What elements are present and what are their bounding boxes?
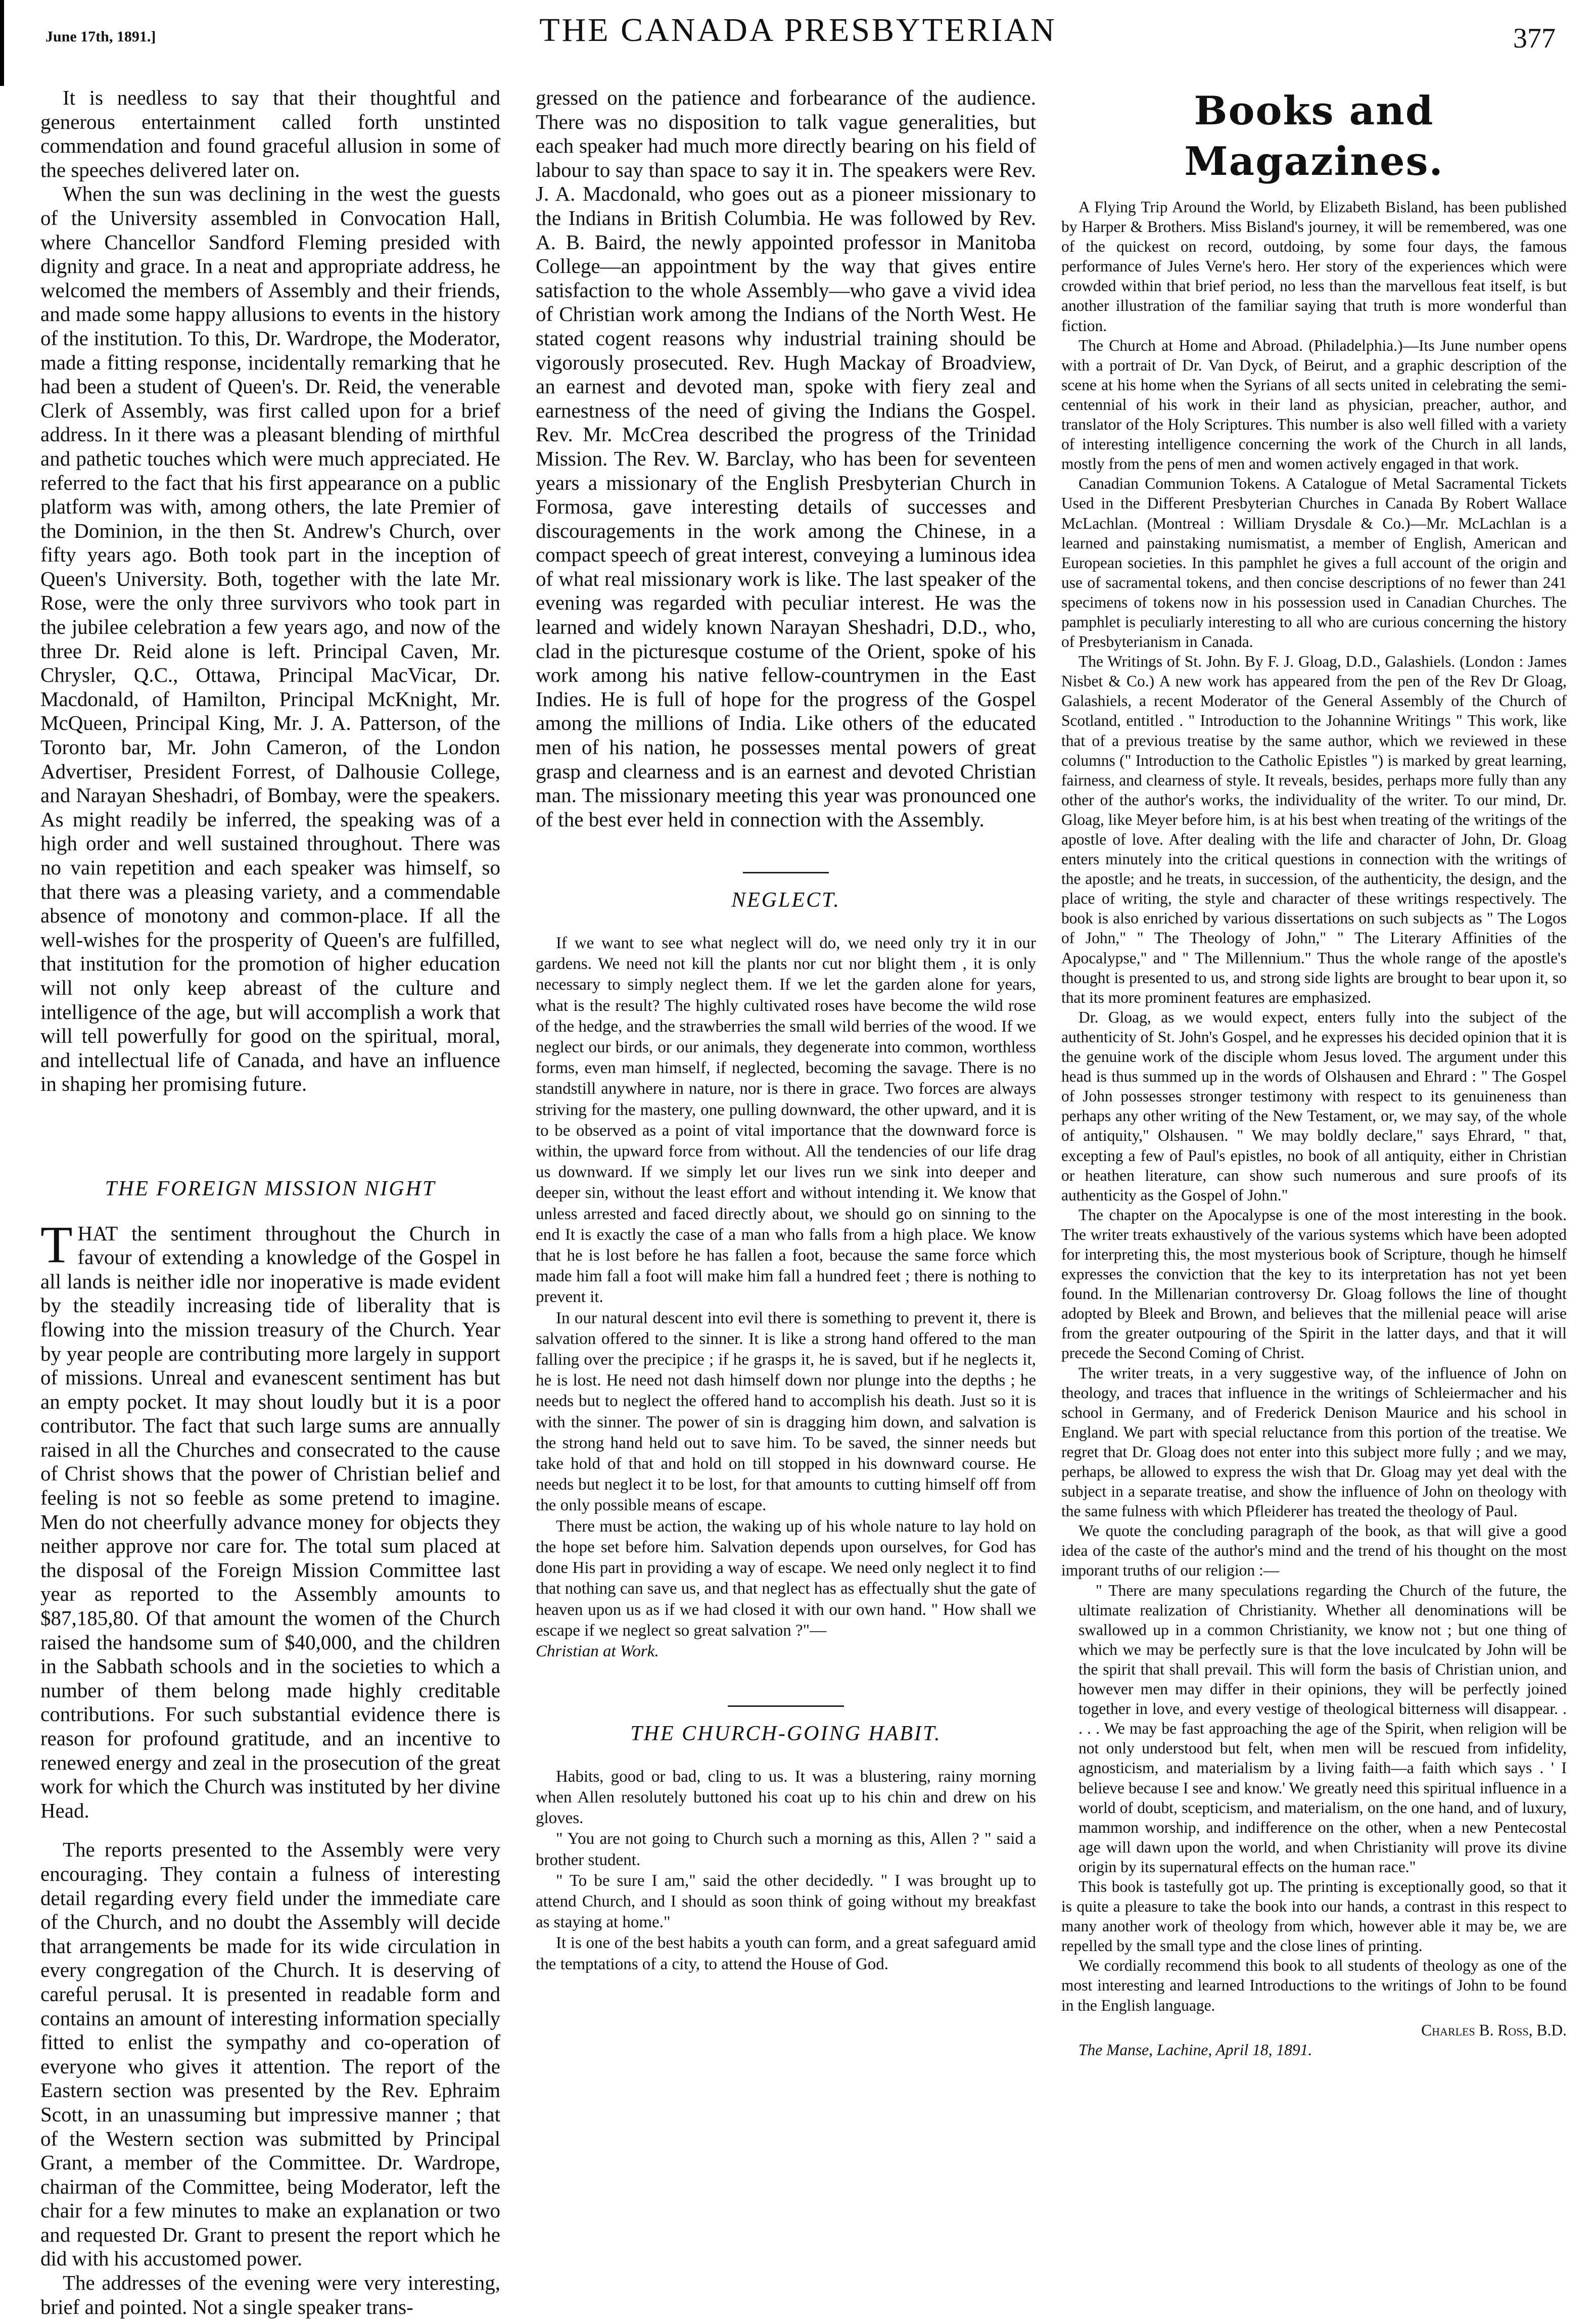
reviewer-signature: Charles B. Ross, B.D. (1421, 2021, 1567, 2039)
page-edge-bar (0, 0, 4, 86)
book-quotation: " There are many speculations regarding the Church of the future, the ultimate realization of Christianity. Whether all denominations will be swallowed up in a common Christianity, we know not ; but one thing of which we may be perfectly sure is that the love inculcated by John will be the spirit that shall prevail. This will form the basis of Christian union, and however men may differ in their opinions, they will be perfectly joined together in love, and every vestige of theological bitterness will disappear. . . . . We may be fast approaching the age of the Spirit, when religion will be not only understood but felt, when men will be rescued from infidelity, agnosticism, and materialism by a living faith—a faith which says . ' I believe because I see and know.' We greatly need this spiritual influence in a world of doubt, scepticism, and materialism, on the one hand, and of luxury, mammon worship, and indifference on the other, when a new Pentecostal age will dawn upon the world, and when Christianity will prove its divine origin by its supernatural effects on the human race." (1078, 1581, 1567, 1876)
review-paragraph: The writer treats, in a very suggestive way, of the influence of John on theology, and traces that influence in the writings of Schleiermacher and his school in Germany, and of Frederick Denison Maurice and his school in England. We part with special reluctance from this portion of the treatise. We regret that Dr. Gloag does not enter into this subject more fully ; and we may, perhaps, be allowed to express the wish that Dr. Gloag may yet deal with the subject in a separate treatise, and show the influence of John on theology with the same fulness with which Pfleiderer has treated the theology of Paul. (1061, 1364, 1567, 1520)
neglect-paragraph: There must be action, the waking up of his whole nature to lay hold on the hope set before him. Salvation depends upon ourselves, for God has done His part in providing a way of escape. We need only neglect it to find that nothing can save us, and that neglect has as effectually shut the gate of heaven upon us as if we had closed it with our own hand. " How shall we escape if we neglect so great salvation ?"— (536, 1517, 1036, 1640)
spacer (536, 831, 1036, 872)
foreign-mission-lead-paragraph (40, 1215, 500, 1823)
column-1 (40, 86, 500, 2319)
neglect-attribution: Christian at Work. (536, 1642, 659, 1660)
review-paragraph: The Church at Home and Abroad. (Philadelphia.)—Its June number opens with a portrait of Dr. Van Dyck, of Beirut, and a graphic description of the scene at his home when the Syrians of all sects united in celebrating the semi-centennial of his work in their land as physician, preacher, author, and translator of the Holy Scriptures. This number is also well filled with a variety of interesting intelligence concerning the work of the Church in all lands, mostly from the pens of men and women actively engaged in that work. (1061, 336, 1567, 473)
review-paragraph: Dr. Gloag, as we would expect, enters fully into the subject of the authenticity of St. John's Gospel, and he expresses his decided opinion that it is the genuine work of the disciple whom Jesus loved. The argument under this head is thus summed up in the words of Olshausen and Ehrard : " The Gospel of John possesses stronger testimony with respect to its genuineness than perhaps any other writing of the New Testament, or, we may say, of the whole of antiquity," Olshausen. " We may boldly declare," says Ehrard, " that, excepting a few of Paul's epistles, no book of all antiquity, either in Christian or heathen literature, can show such numerous and sure proofs of its authenticity as the Gospel of John." (1061, 1008, 1567, 1204)
spacer (536, 1662, 1036, 1702)
spacer (40, 1096, 500, 1172)
col1-paragraph: The addresses of the evening were very interesting, brief and pointed. Not a single speaker trans- (40, 2271, 500, 2318)
section-divider-rule (728, 1705, 844, 1707)
habit-paragraph: It is one of the best habits a youth can form, and a great safeguard amid the temptations of a city, to attend the House of God. (536, 1934, 1036, 1973)
church-going-habit-title: THE CHURCH-GOING HABIT. (630, 1722, 942, 1746)
header-date: June 17th, 1891.] (45, 28, 156, 45)
signature-place-date: The Manse, Lachine, April 18, 1891. (1078, 2040, 1312, 2059)
review-paragraph: We quote the concluding paragraph of the book, as that will give a good idea of the caste of the author's mind and the trend of his thought on the most imporant truths of our religion :— (1061, 1522, 1567, 1580)
books-and-magazines-heading: Books and Magazines. (1184, 88, 1444, 184)
section-divider-rule (743, 872, 829, 873)
habit-paragraph: " You are not going to Church such a morning as this, Allen ? " said a brother student. (536, 1830, 1036, 1869)
column-2 (536, 86, 1036, 1975)
masthead-title: THE CANADA PRESBYTERIAN (539, 12, 1057, 49)
spacer (40, 1823, 500, 1838)
column-3 (1061, 86, 1567, 2060)
lead-paragraph-text: HAT the sentiment throughout the Church in favour of extending a knowledge of the Gospel in all lands is neither idle nor inoperative is made evident by the steadily increasing tide of liberality that is flowing into the mission treasury of the Church. Year by year people are contributing more largely in support of missions. Unreal and evanescent sentiment has but an empty pocket. It may shout loudly but it is a poor contributor. The fact that such large sums are annually raised in all the Churches and consecrated to the cause of Christ shows that the power of Christian belief and feeling is not so feeble as some pretend to imagine. Men do not cheerfully advance money for objects they neither approve nor care for. The total sum placed at the disposal of the Foreign Mission Committee last year as reported to the Assembly amounts to $87,185,80. Of that amount the women of the Church raised the handsome sum of $40,000, and the children in the Sabbath schools and in the societies to which a number of them belong made highly creditable contributions. For such substantial evidence there is reason for profound gratitude, and an incentive to renewed energy and zeal in the prosecution of the great work for which the Church was instituted by her divine Head. (40, 1221, 500, 1822)
review-paragraph: This book is tastefully got up. The printing is exceptionally good, so that it is quite a pleasure to take the book into our hands, a contrast in this respect to many another work of theology from which, however able it may be, we are repelled by the small type and the close lines of printing. (1061, 1877, 1567, 1955)
review-paragraph: A Flying Trip Around the World, by Elizabeth Bisland, has been published by Harper & Brothers. Miss Bisland's journey, it will be remembered, was one of the quickest on record, outdoing, by some four days, the famous performance of Jules Verne's hero. Her story of the experiences which were crowded within that brief period, no less than the marvellous feat itself, is but another illustration of the familiar saying that truth is more wonderful than fiction. (1061, 198, 1567, 335)
habit-article (536, 1767, 1036, 1975)
page-header (30, 7, 1566, 63)
col1-paragraph: When the sun was declining in the west the guests of the University assembled in Convocation Hall, where Chancellor Sandford Fleming presided with dignity and grace. In a neat and appropriate address, he welcomed the members of Assembly and their friends, and made some happy allusions to events in the history of the institution. To this, Dr. Wardrope, the Moderator, made a fitting response, incidentally remarking that he had been a student of Queen's. Dr. Reid, the venerable Clerk of Assembly, was first called upon for a brief address. In it there was a pleasant blending of mirthful and pathetic touches which were much appreciated. He referred to the fact that his first appearance on a public platform was with, among others, the late Premier of the Dominion, in the then St. Andrew's Church, over fifty years ago. Both took part in the inception of Queen's University. Both, together with the late Mr. Rose, were the only three survivors who took part in the jubilee celebration a few years ago, and now of the three Dr. Reid alone is left. Principal Caven, Mr. Chrysler, Q.C., Ottawa, Principal MacVicar, Dr. Macdonald, of Hamilton, Principal McKnight, Mr. McQueen, Principal King, Mr. J. A. Patterson, of the Toronto bar, Mr. John Cameron, of the London Advertiser, President Forrest, of Dalhousie College, and Narayan Sheshadri, of Bombay, were the speakers. As might readily be inferred, the speaking was of a high order and well sustained throughout. There was no vain repetition and each speaker was himself, so that there was a pleasing variety, and a commendable absence of monotony and common-place. If all the well-wishes for the prosperity of Queen's are fulfilled, that institution for the promotion of higher education will not only keep abreast of the culture and intelligence of the age, but will accomplish a work that will tell powerfully for good on the spiritual, moral, and intellectual life of Canada, and have an influence in shaping her promising future. (40, 182, 500, 1096)
review-paragraph: We cordially recommend this book to all students of theology as one of the most interesting and learned Introductions to the writings of John to be found in the English language. (1061, 1957, 1567, 2014)
col1-paragraph: It is needless to say that their thoughtful and generous entertainment called forth unstinted commendation and found graceful allusion in some of the speeches delivered later on. (40, 86, 500, 181)
habit-paragraph: Habits, good or bad, cling to us. It was a blustering, rainy morning when Allen resolutely buttoned his coat up to his chin and drew on his gloves. (536, 1767, 1036, 1828)
neglect-paragraph: If we want to see what neglect will do, we need only try it in our gardens. We need not kill the plants nor cut nor blight them , it is only necessary to simply neglect them. If we let the garden alone for years, what is the result? The highly cultivated roses have become the wild rose of the hedge, and the strawberries the small wild berries of the wood. If we neglect our birds, or our animals, they degenerate into common, worthless forms, even man himself, if neglected, becoming the savage. There is no standstill anywhere in nature, nor is there in grace. Two forces are always striving for the mastery, one pulling downward, the other upward, and it is to be observed as a point of vital importance that the downward force is within, the upward force from without. All the tendencies of our life drag us downward. If we simply let our lives run we sink into deeper and deeper sin, without the least effort and without intending it. We know that unless arrested and faced directly about, we should go on sinning to the end It is exactly the case of a man who falls from a high place. We know that he is lost before he has fallen a foot, because the same force which made him fall a foot will make him fall a hundred feet ; there is nothing to prevent it. (536, 934, 1036, 1307)
review-paragraph: The chapter on the Apocalypse is one of the most interesting in the book. The writer treats exhaustively of the various systems which have been adopted for interpreting this, the most mysterious book of Scripture, though he himself expresses the conviction that the key to its interpretation has not yet been found. In the Millenarian controversy Dr. Gloag follows the line of thought adopted by Bleek and Brown, and believes that the millenial peace will arise from the greater outpouring of the Spirit in the latter days, and that it will precede the Second Coming of Christ. (1061, 1205, 1567, 1362)
review-paragraph: Canadian Communion Tokens. A Catalogue of Metal Sacramental Tickets Used in the Different Presbyterian Churches in Canada By Robert Wallace McLachlan. (Montreal : William Drysdale & Co.)—Mr. McLachlan is a learned and painstaking numismatist, a member of English, American and European societies. In this pamphlet he gives a full account of the origin and use of sacramental tokens, and then concise descriptions of no fewer than 241 specimens of tokens now in his possession used in Canadian Churches. The pamphlet is peculiarly interesting to all who are curious concerning the history of Presbyterianism in Canada. (1061, 475, 1567, 651)
col1-paragraph: The reports presented to the Assembly were very encouraging. They contain a fulness of interesting detail regarding every field under the immediate care of the Church, and no doubt the Assembly will decide that arrangements be made for its wide circulation in every congregation of the Church. It is deserving of careful perusal. It is presented in readable form and contains an amount of interesting information specially fitted to enlist the sympathy and co-operation of everyone who gives it attention. The report of the Eastern section was presented by the Rev. Ephraim Scott, in an unassuming but impressive manner ; that of the Western section was submitted by Principal Grant, a member of the Committee. Dr. Wardrope, chairman of the Committee, being Moderator, left the chair for a few minutes to make an explanation or two and requested Dr. Grant to present the report which he did with his accustomed power. (40, 1838, 500, 2270)
habit-paragraph: " To be sure I am," said the other decidedly. " I was brought up to attend Church, and I should as soon think of going without my breakfast as staying at home." (536, 1871, 1036, 1932)
neglect-paragraph: In our natural descent into evil there is something to prevent it, there is salvation offered to the sinner. It is like a strong hand offered to the man falling over the precipice ; if he grasps it, he is saved, but if he neglects it, he is lost. He need not dash himself down nor plunge into the depths ; he needs but to neglect the offered hand to accomplish his death. Just so it is with the sinner. The power of sin is dragging him down, and salvation is the strong hand held out to save him. To be saved, the sinner needs but take hold of that and hold on till stopped in his downward course. He needs but neglect it to be lost, for that amounts to cutting himself off from the only possible means of escape. (536, 1309, 1036, 1515)
neglect-section-title: NEGLECT. (731, 889, 840, 912)
drop-cap-letter: T (40, 1215, 73, 1274)
page-number: 377 (1513, 23, 1556, 54)
foreign-mission-section-title: THE FOREIGN MISSION NIGHT (105, 1177, 436, 1200)
review-paragraph: The Writings of St. John. By F. J. Gloag, D.D., Galashiels. (London : James Nisbet & Co.) A new work has appeared from the pen of the Rev Dr Gloag, Galashiels, a recent Moderator of the General Assembly of the Church of Scotland, entitled . " Introduction to the Johannine Writings " This work, like that of a previous treatise by the same author, which we reviewed in these columns (" Introduction to the Catholic Epistles ") is marked by great learning, fairness, and clearness of style. It reveals, besides, perhaps more fully than any other of the author's works, the individuality of the writer. To our mind, Dr. Gloag, like Meyer before him, is at his best when treating of the writings of the apostle of love. After dealing with the life and character of John, Dr. Gloag enters minutely into the critical questions in connection with the writings of the apostle; and he treats, in succession, of the authenticity, the design, and the place of writing, the style and character of these writings respectively. The book is also enriched by various dissertations on such subjects as " The Logos of John," " The Theology of John," " The Literary Affinities of the Apocalypse," and " The Millennium." Thus the whole range of the apostle's thought is presented to us, and strong side lights are brought to bear upon it, so that its more prominent features are emphasized. (1061, 653, 1567, 1006)
col2-continued-paragraph: gressed on the patience and forbearance of the audience. There was no disposition to talk vague generalities, but each speaker had much more directly bearing on his field of labour to say than space to say it in. The speakers were Rev. J. A. Macdonald, who goes out as a pioneer missionary to the Indians in British Columbia. He was followed by Rev. A. B. Baird, the newly appointed professor in Manitoba College—an appointment by the way that gives entire satisfaction to the whole Assembly—who gave a vivid idea of Christian work among the Indians of the North West. He stated cogent reasons why industrial training should be vigorously prosecuted. Rev. Hugh Mackay of Broadview, an earnest and devoted man, spoke with fiery zeal and earnestness of the need of giving the Indians the Gospel. Rev. Mr. McCrea described the progress of the Trinidad Mission. The Rev. W. Barclay, who has been for seventeen years a missionary of the English Presbyterian Church in Formosa, gave interesting details of successes and discouragements in the work among the Chinese, in a compact speech of great interest, conveying a luminous idea of what real missionary work is like. The last speaker of the evening was regarded with peculiar interest. He was the learned and widely known Narayan Sheshadri, D.D., who, clad in the picturesque costume of the Orient, spoke of his work among his native fellow-countrymen in the East Indies. He is full of hope for the progress of the Gospel among the millions of India. Like others of the educated men of his nation, he possesses mental powers of great grasp and clearness and is an earnest and devoted Christian man. The missionary meeting this year was pronounced one of the best ever held in connection with the Assembly. (536, 86, 1036, 831)
neglect-article (536, 933, 1036, 1662)
